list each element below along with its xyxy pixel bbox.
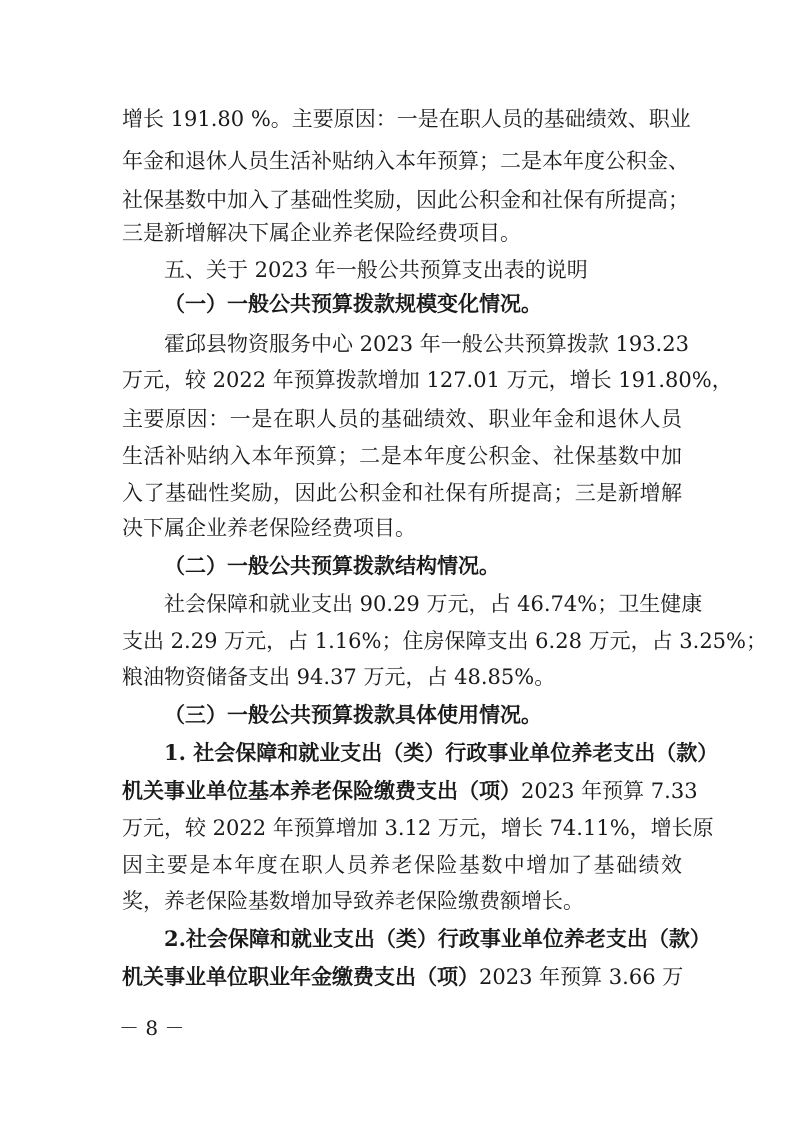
paragraph-line: 霍邱县物资服务中心 2023 年一般公共预算拨款 193.23 [164,332,689,356]
item-heading-line: 2.社会保障和就业支出（类）行政事业单位养老支出（款） [164,926,711,951]
item-heading-bold: 机关事业单位基本养老保险缴费支出（项） [122,778,521,803]
paragraph-line: 入了基础性奖励，因此公积金和社保有所提高；三是新增解 [122,481,682,505]
paragraph-line: 社保基数中加入了基础性奖励，因此公积金和社保有所提高； [122,188,689,212]
item-heading-line [122,773,698,809]
paragraph-line: 决下属企业养老保险经费项目。 [122,516,416,540]
paragraph-line: 支出 2.29 万元，占 1.16%；住房保障支出 6.28 万元，占 3.25%； [122,629,767,653]
paragraph-line: 年金和退休人员生活补贴纳入本年预算；二是本年度公积金、 [122,149,689,173]
paragraph-line: 万元，较 2022 年预算拨款增加 127.01 万元，增长 191.80%， [122,368,733,392]
subsection-heading-usage: （三）一般公共预算拨款具体使用情况。 [164,702,542,727]
paragraph-line: 奖，养老保险基数增加导致养老保险缴费额增长。 [122,889,584,913]
paragraph-line: 万元，较 2022 年预算增加 3.12 万元，增长 74.11%，增长原 [122,816,714,840]
item-heading-line: 1. 社会保障和就业支出（类）行政事业单位养老支出（款） [164,740,719,765]
subsection-heading-structure: （二）一般公共预算拨款结构情况。 [164,553,500,578]
paragraph-line: 增长 191.80 %。主要原因：一是在职人员的基础绩效、职业 [122,107,691,131]
paragraph-line: 三是新增解决下属企业养老保险经费项目。 [122,221,521,245]
item-heading-value: 2023 年预算 3.66 万 [479,965,684,989]
item-heading-bold: 机关事业单位职业年金缴费支出（项） [122,964,479,989]
paragraph-line: 生活补贴纳入本年预算；二是本年度公积金、社保基数中加 [122,444,682,468]
subsection-heading-scale: （一）一般公共预算拨款规模变化情况。 [164,291,542,316]
page-number: － 8 － [119,1016,185,1040]
item-heading-line [122,959,682,995]
paragraph-line: 因主要是本年度在职人员养老保险基数中增加了基础绩效 [122,853,682,877]
paragraph-line: 社会保障和就业支出 90.29 万元，占 46.74%；卫生健康 [164,592,703,616]
paragraph-line: 主要原因：一是在职人员的基础绩效、职业年金和退休人员 [122,407,682,431]
item-heading-value: 2023 年预算 7.33 [521,779,698,803]
section-heading: 五、关于 2023 年一般公共预算支出表的说明 [164,258,588,282]
paragraph-line: 粮油物资储备支出 94.37 万元，占 48.85%。 [122,665,556,689]
